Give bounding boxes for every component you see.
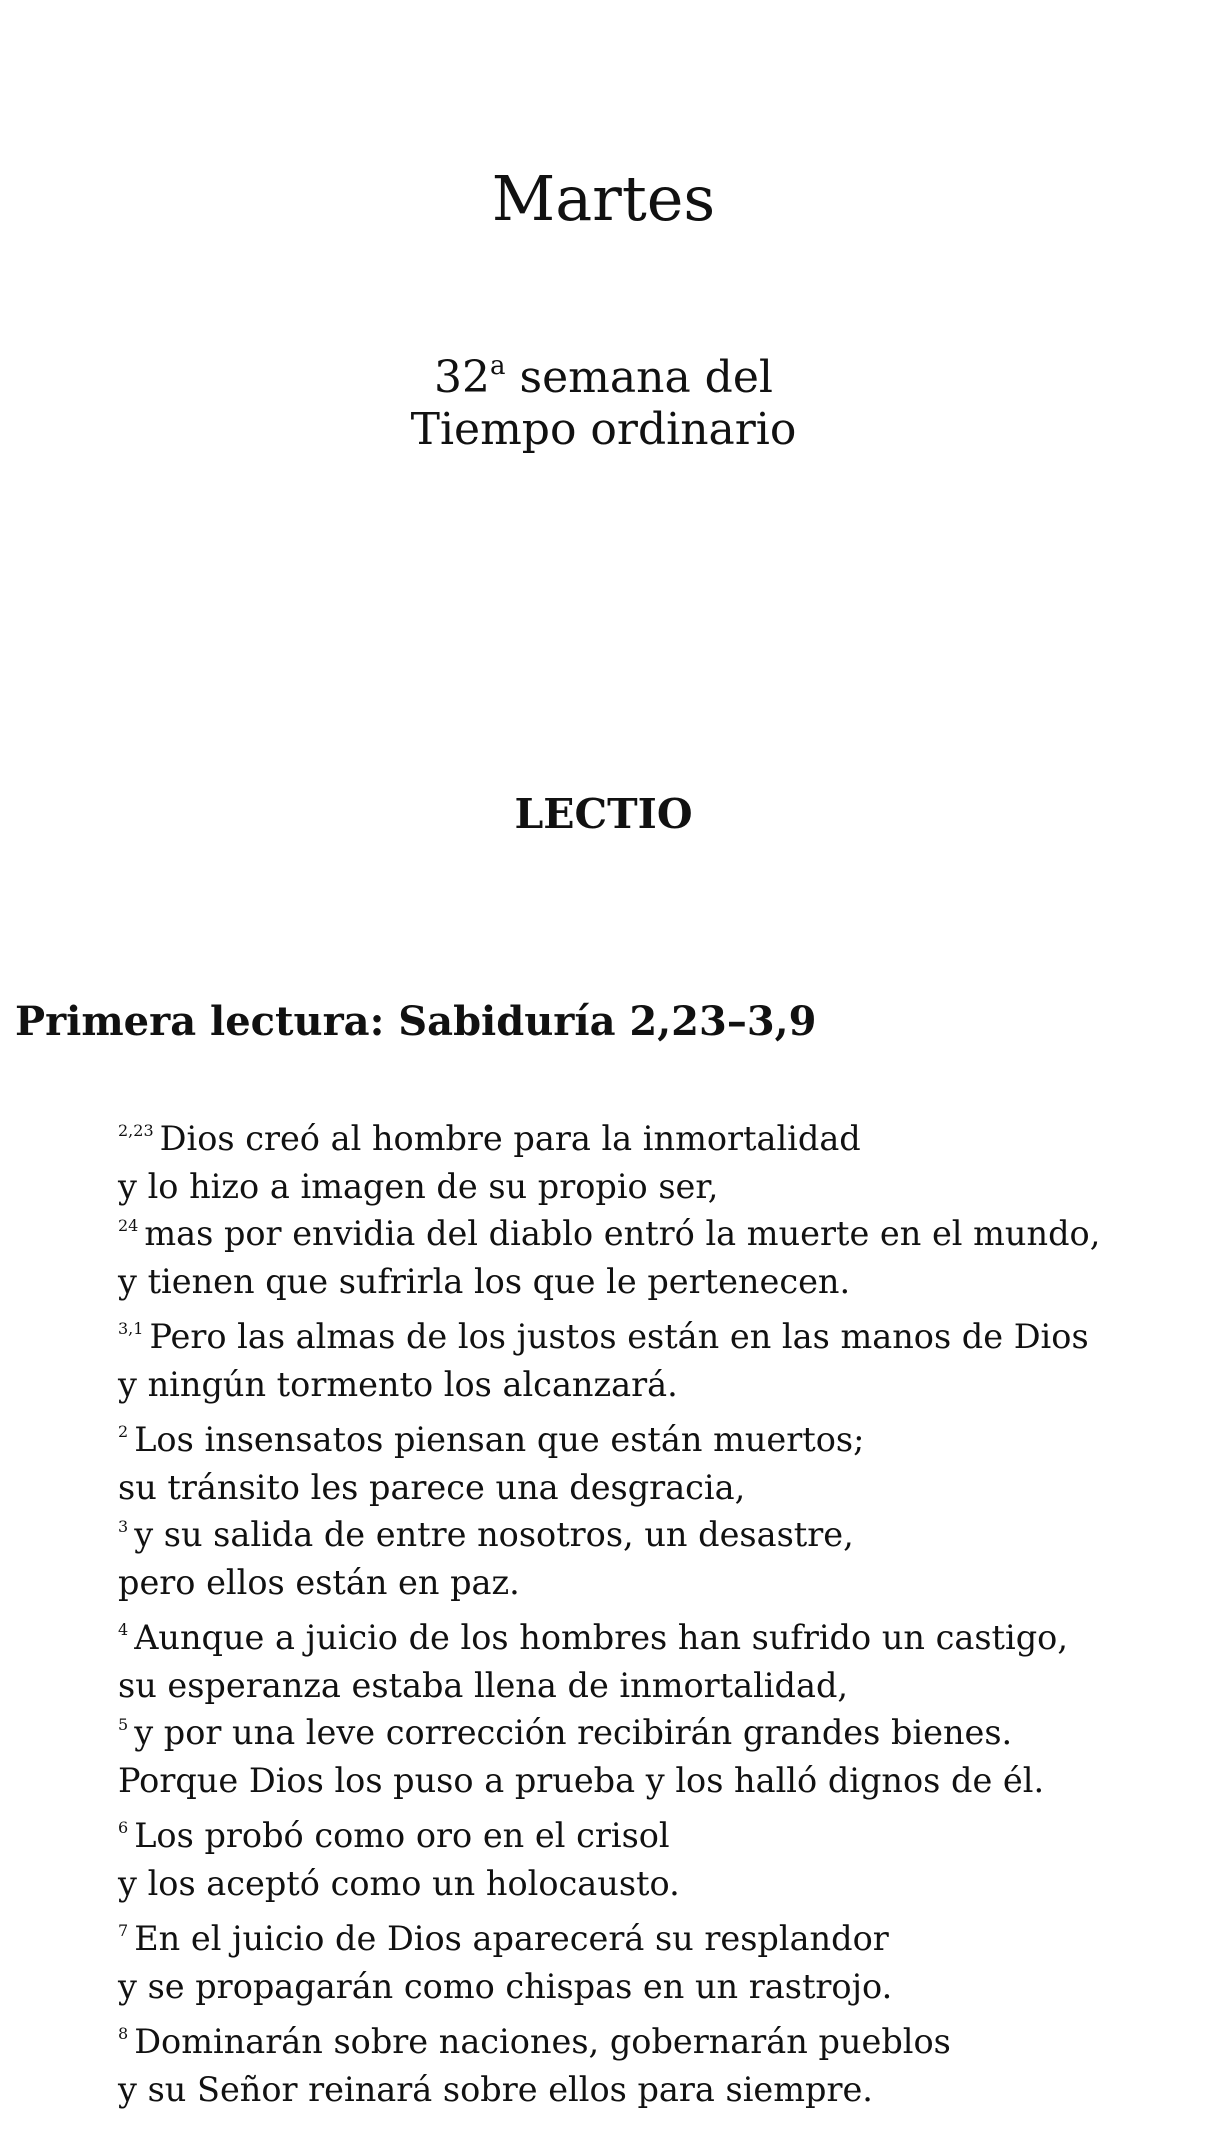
verse-line [118, 1163, 1198, 1211]
verse-line [118, 1757, 1198, 1805]
week-ordinal-suffix: a [490, 351, 506, 381]
verse-line [118, 1464, 1198, 1512]
verse-text: su tránsito les parece una desgracia, [118, 1467, 746, 1507]
verse-text: y por una leve corrección recibirán grandes bienes. [134, 1713, 1013, 1752]
verse-number: 6 [118, 1818, 129, 1837]
verse-line [118, 1709, 1198, 1757]
verse-stanza [118, 1416, 1198, 1606]
verse-line [118, 1258, 1198, 1306]
verse-number: 24 [118, 1216, 139, 1235]
verse-text: Pero las almas de los justos están en las manos de Dios [149, 1317, 1089, 1356]
verse-stanza [118, 1915, 1198, 2010]
verse-number: 7 [118, 1921, 129, 1940]
verse-block [118, 1115, 1198, 2121]
verse-number: 5 [118, 1715, 129, 1734]
verse-line [118, 1614, 1198, 1662]
verse-text: y tienen que sufrirla los que le pertenecen. [118, 1261, 851, 1301]
season-line: Tiempo ordinario [410, 404, 797, 455]
verse-text: y ningún tormento los alcanzará. [118, 1364, 678, 1404]
verse-text: Los probó como oro en el crisol [134, 1816, 670, 1855]
verse-text: y los aceptó como un holocausto. [118, 1863, 680, 1903]
week-number: 32 [434, 352, 491, 403]
verse-line [118, 1559, 1198, 1607]
verse-text: Dominarán sobre naciones, gobernarán pueblos [134, 2022, 951, 2061]
verse-number: 3 [118, 1517, 129, 1536]
verse-number: 3,1 [118, 1319, 144, 1338]
verse-stanza [118, 2018, 1198, 2113]
week-subtitle [0, 352, 1207, 456]
verse-line [118, 1963, 1198, 2011]
verse-line [118, 1210, 1198, 1258]
verse-number: 2,23 [118, 1121, 154, 1140]
week-line [0, 352, 1207, 404]
verse-stanza [118, 1313, 1198, 1408]
week-text: semana del [505, 352, 773, 403]
verse-line [118, 1860, 1198, 1908]
verse-line [118, 1915, 1198, 1963]
verse-text: y su salida de entre nosotros, un desastre, [134, 1515, 854, 1554]
verse-text: su esperanza estaba llena de inmortalidad, [118, 1665, 849, 1705]
verse-text: y se propagarán como chispas en un rastrojo. [118, 1966, 893, 2006]
verse-text: Porque Dios los puso a prueba y los halló dignos de él. [118, 1760, 1045, 1800]
day-title: Martes [491, 162, 716, 235]
verse-line [118, 2018, 1198, 2066]
verse-text: y su Señor reinará sobre ellos para siempre. [118, 2069, 873, 2109]
verse-stanza [118, 1115, 1198, 1305]
verse-line [118, 1662, 1198, 1710]
verse-text: mas por envidia del diablo entró la muerte en el mundo, [144, 1214, 1101, 1253]
verse-line [118, 1361, 1198, 1409]
verse-text: Aunque a juicio de los hombres han sufrido un castigo, [134, 1618, 1068, 1657]
reading-heading: Primera lectura: Sabiduría 2,23–3,9 [15, 998, 817, 1045]
verse-text: y lo hizo a imagen de su propio ser, [118, 1166, 719, 1206]
verse-number: 2 [118, 1422, 129, 1441]
section-title: LECTIO [514, 790, 693, 838]
verse-stanza [118, 1812, 1198, 1907]
verse-text: En el juicio de Dios aparecerá su resplandor [134, 1919, 889, 1958]
verse-line [118, 1511, 1198, 1559]
verse-line [118, 1115, 1198, 1163]
verse-line [118, 1416, 1198, 1464]
verse-line [118, 2066, 1198, 2114]
verse-text: Los insensatos piensan que están muertos; [134, 1420, 865, 1459]
verse-line [118, 1812, 1198, 1860]
verse-number: 8 [118, 2024, 129, 2043]
verse-text: Dios creó al hombre para la inmortalidad [159, 1119, 861, 1158]
verse-number: 4 [118, 1620, 129, 1639]
verse-stanza [118, 1614, 1198, 1804]
verse-text: pero ellos están en paz. [118, 1562, 520, 1602]
verse-line [118, 1313, 1198, 1361]
